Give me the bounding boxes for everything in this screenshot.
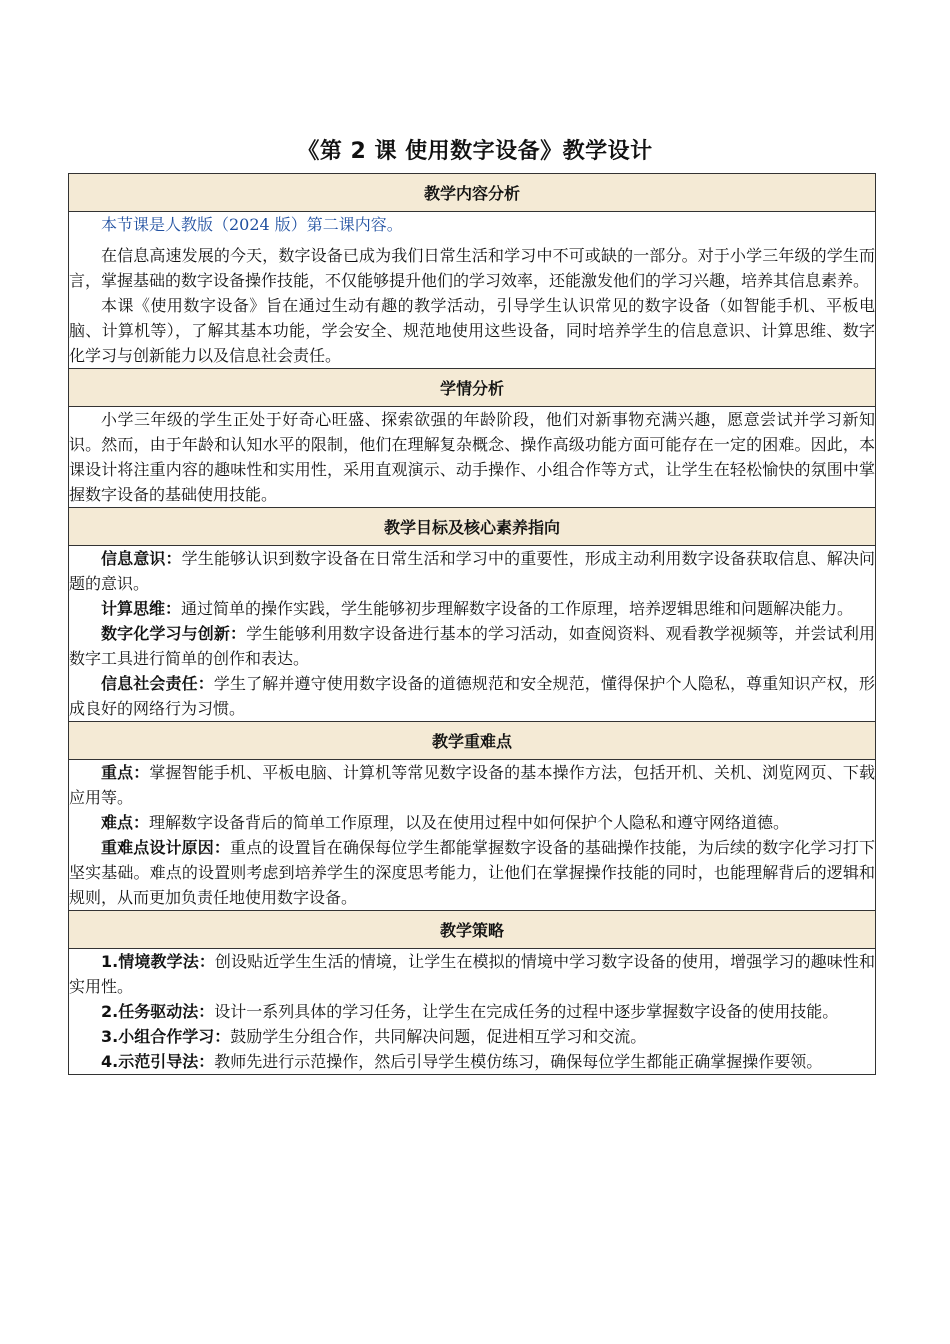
list-item bbox=[69, 999, 875, 1024]
item-label: 信息意识： bbox=[101, 549, 182, 568]
item-text: 学生能够认识到数字设备在日常生活和学习中的重要性，形成主动利用数字设备获取信息、解决问题的意识。 bbox=[69, 549, 875, 593]
section-body-key-points bbox=[69, 760, 876, 911]
list-item bbox=[69, 1024, 875, 1049]
item-label: 计算思维： bbox=[101, 599, 182, 618]
item-text: 学生了解并遵守使用数字设备的道德规范和安全规范，懂得保护个人隐私，尊重知识产权，形成良好的网络行为习惯。 bbox=[69, 674, 875, 718]
item-label: 难点： bbox=[101, 813, 150, 832]
paragraph: 本课《使用数字设备》旨在通过生动有趣的教学活动，引导学生认识常见的数字设备（如智能手机、平板电脑、计算机等），了解其基本功能，学会安全、规范地使用这些设备，同时培养学生的信息意识、计算思维、数字化学习与创新能力以及信息社会责任。 bbox=[69, 296, 875, 365]
item-text: 学生能够利用数字设备进行基本的学习活动，如查阅资料、观看教学视频等，并尝试利用数字工具进行简单的创作和表达。 bbox=[69, 624, 875, 668]
list-item bbox=[69, 949, 875, 999]
list-item bbox=[69, 1049, 875, 1074]
list-item bbox=[69, 671, 875, 721]
list-item bbox=[69, 810, 875, 835]
page-title: 《第 2 课 使用数字设备》教学设计 bbox=[297, 139, 653, 164]
item-label: 重难点设计原因： bbox=[101, 838, 231, 857]
item-text: 掌握智能手机、平板电脑、计算机等常见数字设备的基本操作方法，包括开机、关机、浏览网页、下载应用等。 bbox=[69, 763, 875, 807]
item-text: 教师先进行示范操作，然后引导学生模仿练习，确保每位学生都能正确掌握操作要领。 bbox=[214, 1052, 823, 1071]
section-heading-key-points: 教学重难点 bbox=[69, 722, 876, 760]
item-label: 重点： bbox=[101, 763, 150, 782]
lesson-design-table bbox=[68, 173, 876, 1075]
section-body-objectives bbox=[69, 546, 876, 722]
item-text: 理解数字设备背后的简单工作原理，以及在使用过程中如何保护个人隐私和遵守网络道德。 bbox=[149, 813, 790, 832]
item-label: 信息社会责任： bbox=[101, 674, 214, 693]
item-text: 创设贴近学生生活的情境，让学生在模拟的情境中学习数字设备的使用，增强学习的趣味性和实用性。 bbox=[69, 952, 875, 996]
item-label: 1.情境教学法： bbox=[101, 952, 215, 971]
item-text: 重点的设置旨在确保每位学生都能掌握数字设备的基础操作技能，为后续的数字化学习打下坚实基础。难点的设置则考虑到培养学生的深度思考能力，让他们在掌握操作技能的同时，也能理解背后的逻辑和规则，从而更加负责任地使用数字设备。 bbox=[69, 838, 875, 907]
list-item bbox=[69, 621, 875, 671]
section-heading-objectives: 教学目标及核心素养指向 bbox=[69, 508, 876, 546]
item-text: 通过简单的操作实践，学生能够初步理解数字设备的工作原理，培养逻辑思维和问题解决能力。 bbox=[181, 599, 854, 618]
item-text: 设计一系列具体的学习任务，让学生在完成任务的过程中逐步掌握数字设备的使用技能。 bbox=[214, 1002, 839, 1021]
paragraph: 在信息高速发展的今天，数字设备已成为我们日常生活和学习中不可或缺的一部分。对于小学三年级的学生而言，掌握基础的数字设备操作技能，不仅能够提升他们的学习效率，还能激发他们的学习兴趣，培养其信息素养。 bbox=[69, 246, 875, 290]
item-text: 鼓励学生分组合作，共同解决问题，促进相互学习和交流。 bbox=[230, 1027, 647, 1046]
item-label: 4.示范引导法： bbox=[101, 1052, 215, 1071]
section-body-learner-analysis bbox=[69, 407, 876, 508]
paragraph: 小学三年级的学生正处于好奇心旺盛、探索欲强的年龄阶段，他们对新事物充满兴趣，愿意尝试并学习新知识。然而，由于年龄和认知水平的限制，他们在理解复杂概念、操作高级功能方面可能存在一定的困难。因此，本课设计将注重内容的趣味性和实用性，采用直观演示、动手操作、小组合作等方式，让学生在轻松愉快的氛围中掌握数字设备的基础使用技能。 bbox=[69, 410, 875, 504]
section-body-strategies bbox=[69, 949, 876, 1075]
list-item bbox=[69, 546, 875, 596]
section-heading-learner-analysis: 学情分析 bbox=[69, 369, 876, 407]
list-item bbox=[69, 596, 875, 621]
list-item bbox=[69, 835, 875, 910]
textbook-note: 本节课是人教版（2024 版）第二课内容。 bbox=[101, 215, 403, 234]
item-label: 2.任务驱动法： bbox=[101, 1002, 215, 1021]
item-label: 3.小组合作学习： bbox=[101, 1027, 231, 1046]
list-item bbox=[69, 760, 875, 810]
section-heading-content-analysis: 教学内容分析 bbox=[69, 174, 876, 212]
item-label: 数字化学习与创新： bbox=[101, 624, 247, 643]
section-body-content-analysis bbox=[69, 212, 876, 369]
section-heading-strategies: 教学策略 bbox=[69, 911, 876, 949]
